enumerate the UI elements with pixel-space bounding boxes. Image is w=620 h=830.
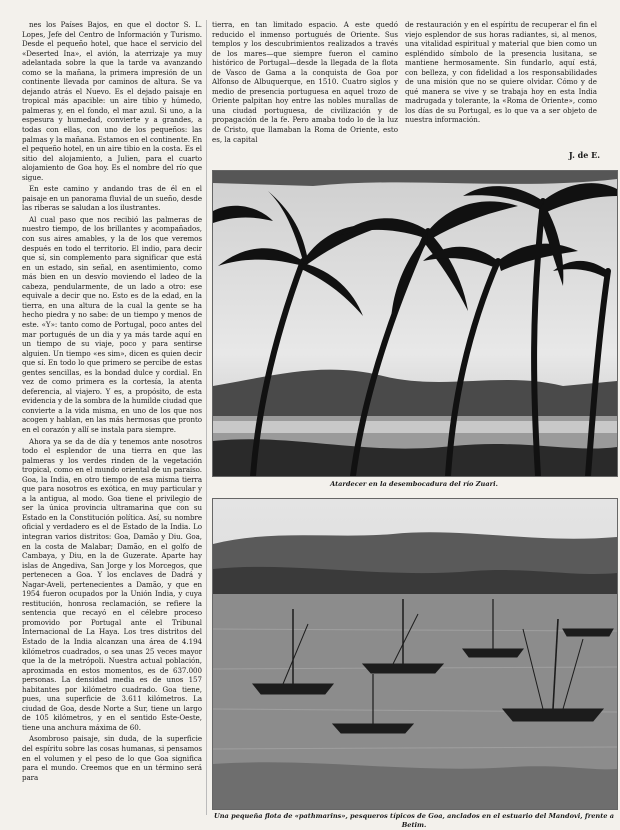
article-right-column <box>405 20 597 145</box>
right-paragraph: de restauración y en el espíritu de recuperar el fin el viejo esplendor de sus horas radiantes, si, al menos, una vitalidad espiritual y material que bien como un espléndido símbolo de la presencia lusitana, se mantiene hermosamente. Sin fundarlo, aquí está, con belleza, y con fidelidad a los responsabilidades de una misión que no se quiere olvidar. Cómo y de qué manera se vive y se trabaja hoy en esta India madrugada y tolerante, la «Roma de Oriente», como los días de su Portugal, es lo que va a ser objeto de nuestra información. <box>405 20 597 125</box>
photo-caption-top: Atardecer en la desembocadura del río Zuari. <box>330 480 498 488</box>
photo-caption-bottom: Una pequeña flota de «pathmarins», pesqueros típicos de Goa, anclados en el estuario del Mandovi, frente a Betim. <box>213 812 615 829</box>
article-left-column <box>22 20 202 815</box>
author-signature: J. de E. <box>568 150 600 160</box>
article-middle-column <box>212 20 398 170</box>
paragraph-2: En este camino y andando tras de él en el paisaje en un panorama fluvial de un sueño, desde las riberas se saludan a los ilustrantes. <box>22 184 202 213</box>
paragraph-3: Al cual paso que nos recibió las palmeras de nuestro tiempo, de los brillantes y acompañados, con sus aires amables, y la de los que veremos después en todo el territorio. El indio, para decir que sí, sin complemento para significar que está en un estado, sin señal, en asentimiento, como más bien en un desvío moviendo el ladeo de la cabeza, pendularmente, de un lado a otro: ese equivale a decir que no. Esto es de la edad, en la tierra, en una altura de la cual la gente se ha hecho piedra y no sabe: de un tiempo y menos de este. «Y»: tanto como de Portugal, poco antes del mar portugués de un dia y ya más tarde aquí en un tiempo de su viaje, poco y para sentirse alguien. Un tiempo «es sim», dicen es quien decir que sí. En todo lo que primero se percibe de estas gentes sencillas, es la bondad dulce y cordial. En vez de como primera es la cortesía, la atenta deferencia, al viajero. Y es, a propósito, de esta evidencia y de la sombra de la humilde ciudad que convierte a la vida misma, en uno de los que nos acogen y hablan, en las más hermosas que pronto en el corazón y allí se instala para siempre. <box>22 214 202 434</box>
photo-fishing-boats <box>212 498 618 810</box>
photo-palm-sunset <box>212 170 618 477</box>
paragraph-1: nes los Países Bajos, en que el doctor S. L. Lopes, Jefe del Centro de Información y Turismo. Desde el pequeño hotel, que hace el servicio del «Deserted Ina», el avión, la aterrizaje ya muy adelantada sobre la que la tarde va avanzando como se la mañana, la primera impresión de un continente llevada por caminos de altura. Se va dejando atrás el Nuevo. Es el dejado paisaje en tropical más apacible: un aire tibio y húmedo, palmeras y, en el fondo, el mar azul. Si uno, a la espesura y humedad, convierte y a grandes, a todas con ellas, con uno de los pequeños: las palmas y la mañana. Estamos en el continente. En el pequeño hotel, en un aire tibio en la costa. Es el sitio del alojamiento, a Julien, para el cuarto alojamiento de Goa hoy. Es el nombre del río que sigue. <box>22 20 202 182</box>
middle-paragraph: tierra, en tan limitado espacio. A este quedó reducido el inmenso portugués de Oriente. Sus templos y los descubrimientos realizados a través de los mares—que siempre fueron el camino histórico de Portugal—desde la llegada de la flota de Vasco de Gama a la conquista de Goa por Alfonso de Albuquerque, en 1510. Cuatro siglos y medio de presencia portuguesa en aquel trozo de Oriente palpitan hoy entre las nobles murallas de una ciudad portuguesa, de civilización y de propagación de la fe. Pero amaba todo lo de la luz de Cristo, que llamaban la Roma de Oriente, esto es, la capital <box>212 20 398 144</box>
palm-sunset-image <box>213 171 617 476</box>
column-divider <box>206 20 207 815</box>
fishing-boats-image <box>213 499 617 809</box>
paragraph-5: Asombroso paisaje, sin duda, de la superficie del espíritu sobre las cosas humanas, si pensamos en el volumen y el peso de lo que Goa significa para el mundo. Creemos que en un término será para <box>22 734 202 782</box>
paragraph-4: Ahora ya se da de día y tenemos ante nosotros todo el esplendor de una tierra en que las palmeras y los verdes rinden de la vegetación tropical, como en el mundo oriental de un paraíso. Goa, la India, en otro tiempo de esa misma tierra que para nosotros es exótica, en muy particular y a la antigua, al modo. Goa tiene el privilegio de ser la única provincia ultramarina que con su Estado en la Constitución política. Así, su nombre oficial y verdadero es el de Estado de la India. Lo integran varios distritos: Goa, Damão y Diu. Goa, en la costa de Malabar; Damão, en el golfo de Cambaya, y Diu, en la de Guzerate. Aparte hay islas de Angediva, San Jorge y los Morcegos, que pertenecen a Goa. Y los enclaves de Dadrá y Nagar-Aveli, pertenecientes a Damão, y que en 1954 fueron ocupados por la Unión India, y cuya restitución, honrosa reclamación, se refiere la sentencia que recayó en el célebre proceso promovido por Portugal ante el Tribunal Internacional de La Haya. Los tres distritos del Estado de la India alcanzan una área de 4.194 kilómetros cuadrados, o sea unas 25 veces mayor que la de la metrópoli. Nuestra actual población, aproximada en estos momentos, es de 637.000 personas. La densidad media es de unos 157 habitantes por kilómetro cuadrado. Goa tiene, pues, una superficie de 3.611 kilómetros. La ciudad de Goa, desde Norte a Sur, tiene un largo de 105 kilómetros, y en el sentido Este-Oeste, tiene una anchura máxima de 60. <box>22 436 202 732</box>
